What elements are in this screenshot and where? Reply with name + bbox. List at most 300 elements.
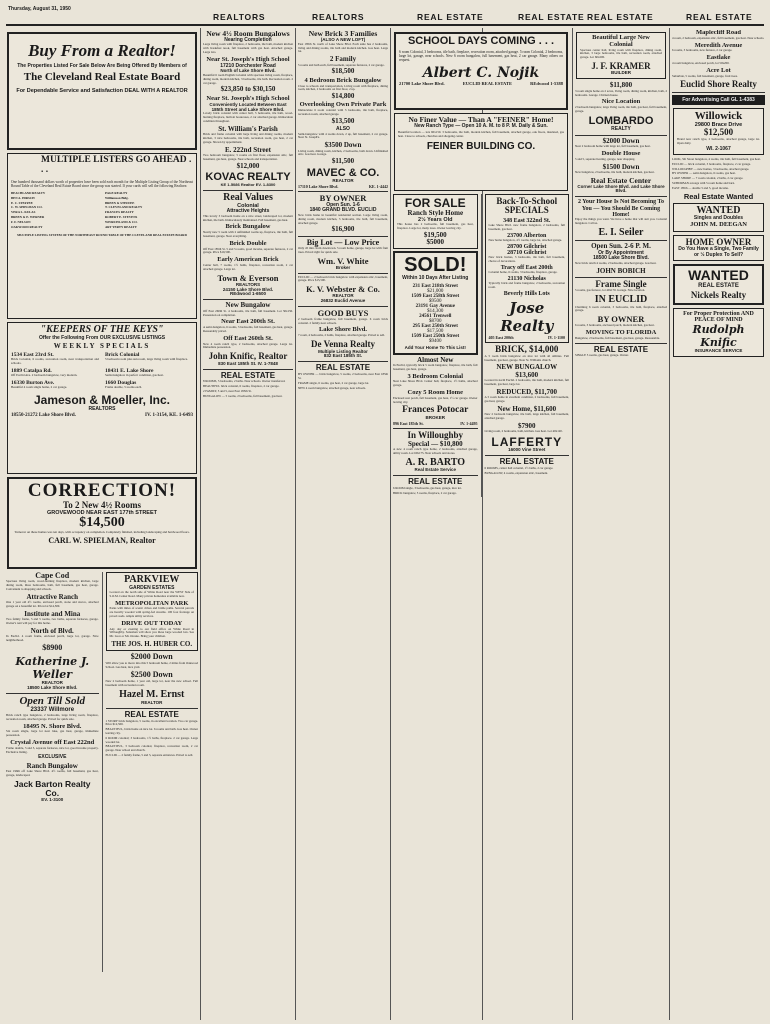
listing-title: 18431 E. Lake Shore [105,368,154,375]
home-owner-heading: HOME OWNER [685,236,752,247]
column-7 [672,30,765,1020]
col1-lower-left [6,572,99,972]
divider [393,475,478,476]
by-owner2-heading: BY OWNER [597,314,645,325]
column-header-4: REAL ESTATE [518,12,585,22]
listing-text: Frame double, 5 rooms each. [105,385,143,390]
nojik-role: EUCLID REAL ESTATE [462,80,512,86]
back-to-school-ad [485,194,570,343]
listing [11,368,99,378]
by-owner-heading: BY OWNER [319,193,367,204]
masthead [6,2,764,26]
lafferty-address: 16000 Vine Street [508,447,546,453]
realtor-name: WEIRCHLAND & CO. [105,220,138,225]
colonial-heading: Colonial [237,203,259,210]
de-venna-role: Multiple Listing Realtor [318,348,368,354]
divider [106,708,199,709]
nojik-phone: REdwood 1-5388 [530,80,563,86]
listing-text: Brick Colonial, 6 rooms, recreation room, near transportation and schools. [11,357,99,366]
classified-block: 8 ROOMS, 5 bedrooms, 2 baths. Near schools. Owner transferred. BEAUTIFUL brick colonial, 6 rooms, fireplace, 2 car garage. 2 FAMILY, 5 and 5, near East 185th St. BUNGALOW — 5 rooms, 2 bedrooms, full basement, gas heat. [203,379,286,398]
jose-phone: IV. 1-1100 [547,335,566,341]
new-brick-heading: New Brick 3 Families [308,30,378,38]
seiler-name: E. I. Seiler [598,226,644,238]
column-4-5 [393,30,569,1020]
column-rule [669,28,670,1020]
institute-heading: Institute and Mina [24,609,81,618]
for-sale-down: $5000 [426,237,444,246]
inner-column-rule [102,572,103,972]
divider [672,92,765,93]
mavec-phone: KE. 1-4442 [368,184,388,190]
town-everson-role: REALTORS [235,281,261,287]
willowick-price: $12,500 [703,127,734,138]
rec-name: Real Estate Center [590,175,652,185]
insurance-ad [673,308,764,358]
brick-bungalow-text: Nearly new 5 room with 2 unfinished rooms up, fireplace, tile bath, full basement, garage. Near everything. [203,230,293,239]
divider [485,455,570,456]
sold-price: $17,500 [427,328,444,334]
divider [298,361,388,362]
euclid-shore-name: Euclid Shore Realty [680,79,757,90]
almost-new-text: In Euclid, typically brick 5 room bungalow, fireplace, tile bath, full basement, gas heat, garage. [393,363,478,371]
real-estate-section: REAL ESTATE [315,363,371,373]
feiner-sub: New Ranch Type — Open 10 A. M. to 8 P. M. Daily & Sun. [414,122,548,129]
parkview-text: Located on the north side of White Road near the WEST Side of S.O.M. Center Road. Many private homesites available now. [109,590,195,598]
north-price: $8900 [42,642,63,652]
real-estate-section: REAL ESTATE [408,477,463,487]
acre-lot-text: Suburban, 5 rooms, full basement, garage, fruit trees. [672,73,738,78]
real-estate-section: REAL ESTATE [593,344,649,354]
col1-lower-right [106,572,199,972]
deegan-name: JOHN M. DEEGAN [690,220,747,228]
realtor-name: OAKWOOD REALTY [11,225,43,230]
off-east-text: New 4 room ranch type, 2 bedrooms, attached garage. Large lot. Immediate possession. [203,341,293,350]
willowick-ad [673,108,764,155]
mavec-contact [298,184,388,189]
proper-heading: For Proper Protection AND PEACE OF MIND [683,310,754,324]
fifteen-down-heading: $1500 Down [602,162,640,171]
potocar-name: Frances Potocar [402,405,469,416]
kramer-role: BUILDER [611,70,631,76]
buy-from-realtor-ad [7,32,197,150]
real-estate-section: REAL ESTATE [499,457,554,467]
sold-price: $9400 [429,338,442,344]
sold-title: SOLD! [404,254,467,277]
advertising-banner: For Advertising Call GL 1-4383 [672,95,765,105]
school-days-text: 6 room Colonial, 3 bedrooms, tile bath, fireplace, recreation room, attached garage. 5 room Colonial, 2 bedrooms, large lot, garage, near schools. New 6 room bungalow, full basement, gas heat, 2 car garage. Many others on request. [399,49,563,63]
maplecliff-heading: Maplecliff Road [696,30,741,36]
wanted-ad [673,203,764,232]
bedroom4-price: $14,800 [331,92,355,101]
sold-address: 23191 Gay Avenue [415,303,455,309]
column-rule [390,28,391,1020]
brick-double-text: Off East 185th St. 5 and 5 rooms, good income, separate furnaces, 2 car garage. Price $19,500. [203,246,293,255]
jose-contact [489,335,566,340]
beautiful-heading: Beautiful Large New Colonial [592,34,650,48]
feiner-ad [394,113,568,191]
town-everson-address: 24150 Lake Shore Blvd. [222,286,274,292]
eastlake-heading: Eastlake [706,54,731,62]
weller-role: REALTOR [41,679,63,685]
moving-text: Bungalow, 2 bedrooms, full basement, gas heat, garage. Reasonable. [575,335,660,340]
sold-price: $21,000 [427,288,444,294]
almost-new-heading: Almost New [417,355,454,364]
sold-address: 1509 East 250th Street [411,333,460,339]
down3500-text: Living room, dining room, kitchen, 2 bedrooms, bath down. Unfinished attic. Gas heat. Garage. [298,148,388,157]
column-header-2: REALTORS [312,12,365,22]
two-thousand-heading: $2000 Down [602,136,640,145]
near-st-joseph-address: 17210 Dorchester Road [220,62,276,69]
buy-subtitle: The Properties Listed For Sale Below Are Being Offered By Members of [17,62,187,69]
column-header-6: REAL ESTATE [686,12,753,22]
parkview-title: PARKVIEW [124,574,180,585]
brick-price: BRICK, $14,000 [495,344,559,355]
bedroom4-text: Close to schools and transportation. Living room with fireplace, dining room, kitchen, 2 bedrooms on first floor, 2 up. [298,83,388,92]
willowick-address: 29800 Brace Drive [694,122,743,129]
overlooking-heading: Overlooking Own Private Park [299,101,387,109]
potocar-phone: IV. 1-4495 [460,421,478,427]
listing-address: 21130 Nicholas [507,276,546,283]
jose-address: 405 East 200th [488,335,514,341]
listing-text: New brick homes, 3 bedrooms, tile bath, full basement, choice of decorations. [488,255,566,264]
new-brick-sub: (ALSO A NEW LOFT) [320,36,366,42]
buy-tagline: For Dependable Service and Satisfaction DEAL WITH A REALTOR [16,87,188,94]
good-buys-heading: GOOD BUYS [317,307,369,318]
column-header-3: REAL ESTATE [417,12,484,22]
maplecliff-text: 4 room, 2 bedroom, expansion attic, full basement, gas heat. Near schools. [672,35,765,40]
listing-text: New home bungalow, 4½ rooms, large lot, attached garage. [488,238,563,243]
open-sun-address: 18500 Lake Shore Blvd. [593,255,649,262]
column-2 [203,30,293,1020]
column-header-5: REAL ESTATE [587,12,654,22]
lombardo-role: REALTY [611,126,631,133]
column-1 [6,30,198,1020]
seven-nine-text: Living room, 2 bedrooms, bath, kitchen. Gas heat. Lot 40x120. [484,428,563,433]
multiple-title: MULTIPLE LISTERS GO AHEAD . . . [41,155,192,175]
webster-role: REALTOR [332,293,354,299]
multiple-realtor-list [11,192,193,230]
brick-text: A 5 room brick bungalow on nice lot with all utilities. Full basement, gas heat, garage. Near St. Williams church. [484,353,569,362]
listing-title: 1660 Douglas [105,380,137,387]
fifteen-down-text: New bungalow, 2 bedrooms, tile bath, modern kitchen, gas heat. [575,169,655,174]
column-4 [393,194,478,497]
realtor-name: BEACHLAND REALTY [11,190,46,195]
correction-ad [7,477,197,569]
cape-cod-heading: Cape Cod [35,571,70,580]
ranch-bungalow-text: East 196th off Lake Shore Blvd. 4½ rooms, full basement, gas heat, garage, landscaped. [6,769,99,778]
good-buys-text: 2 bedroom frame bungalow, full basement, garage. 6 room brick colonial. 2 family near schools. [298,316,388,325]
seven-nine-heading: $7900 [518,421,536,430]
listing-title: 1534 East 23rd St. [11,352,54,359]
cozy5-text: Enclosed rear porch, full basement, gas heat, 1½ car garage. Owner leaving city. [393,395,478,404]
st-william-heading: St. William's Parish [218,124,278,133]
divider [298,306,388,307]
overlooking-price: $13,500 [331,116,355,125]
listing [105,380,193,390]
nickels-name: Nickels Realty [690,290,747,301]
potocar-role: BROKER [425,415,446,421]
realtor-name: BEN A. HIRSCH [11,195,35,200]
two-family-price: $18,500 [331,67,355,76]
ernst-name: Hazel M. Ernst [119,689,185,701]
listing [11,352,99,366]
bedroom3-text: Near Lake Shore Blvd. Center hall, fireplace, 1½ baths, attached garage. [393,379,478,388]
twentyfive-text: New 2 bedroom home, 1 year old, large lot, near the new school. Full basement with recreation room. [105,678,198,687]
correction-text: Turnover on these homes was ten days, with occupancy on completion. Completely finished, including landscaping and hardwood floors. [14,530,190,535]
real-values-heading: Real Values [223,191,273,203]
attractive-ranch-heading: Attractive Ranch [26,592,79,601]
school-days-ad [394,32,568,110]
nice-location-heading: Nice Location [601,98,641,106]
near-st-joseph-text: Beautiful 6 room English Colonial with spacious living room, fireplace, dining room, modern kitchen, 3 bedrooms, tile bath. Recreation room. 2 car garage. [203,73,293,85]
lake-shore-text: 7 room, 4 bedrooms, 2 baths, fireplace, attached garage. Priced to sell. [298,333,386,338]
sold-price: $9500 [429,298,442,304]
school-days-title: SCHOOL DAYS COMING . . . [407,35,555,47]
cape-cod-text: Spacious living room, wood-burning fireplace, modern kitchen, large dining room, three bedrooms, bath, full basement, gas heat, garage. Convenient to shopping and schools. [6,579,99,591]
listing-text: 5 bedroom room plus sun room, large living room with fireplace. [105,357,188,362]
nojik-contact [399,81,563,86]
nice-location-text: 2 bedroom bungalow, large living room, tile bath, gas heat, full basement, garage. [575,105,667,113]
near-st-joseph2-heading: Near St. Joseph's High School [206,94,290,102]
beautiful-text: Spacious center hall, living room with fireplace, dining room, kitchen, 3 large bedrooms, tile bath, recreation room, attached garage. Lot 60x200. [580,47,662,60]
willoughby-price: Special — $10,800 [407,439,463,448]
realtor-name: PAGE REALTY [105,190,128,195]
column-6 [575,30,667,1020]
meredith-text: 6 rooms, 3 bedrooms, new furnace, 2 car garage. [672,48,733,53]
correction-realtor: CARL W. SPIELMAN, Realtor [48,536,156,546]
sold-price: $14,300 [427,308,444,314]
brick-bungalow-heading: Brick Bungalow [225,223,271,231]
e222-heading: E. 222nd Street [225,145,271,154]
divider [203,369,293,370]
near-east-heading: Near East 200th St. [221,318,275,326]
barto-name: A. R. BARTO [405,456,465,468]
north-heading: North of Blvd. [30,626,74,635]
two-thousand-heading: $2000 Down [130,652,173,662]
divider [6,693,99,694]
listing-title: 1889 Catalpa Rd. [11,368,52,375]
by-owner-address: 1840 GRAND BLVD. EUCLID [309,207,377,214]
two-family-text: 5 rooms and bath each, full basement, separate furnaces, 2 car garage. [298,62,385,67]
knific-phone: 830 East 185th St. IV. 1-7848 [218,360,278,366]
metropolitan-text: Parks with miles of scenic drives and bridle paths. Several parcels are heavily wooded with spring-fed streams. 100 foot frontage on paved roads. Ample utility services. [109,606,195,618]
listing-text: Beautiful 4 room single home, 2 car garage. [11,385,68,390]
classified-block: 6 ROOM single, 3 bedrooms, gas heat, garage, nice lot. BRICK bungalow, 5 rooms, fireplace, 2 car garage. [393,485,462,495]
feiner-footer: FEINER BUILDING CO. [426,140,536,152]
early-american-text: Center hall, 7 rooms, 1½ baths, fireplace, recreation room, 2 car attached garage. Large lot. [203,263,293,271]
sold-address: 231 East 218th Street [412,283,458,289]
realtor-name: ROBERT E. STEVENS [105,215,138,220]
shore-text: Six room single, large lot near lake, gas heat, garage, immediate possession. [6,729,99,738]
listing-text: Semi-bungalow in perfect condition, gas heat. [105,373,164,378]
near-east-text: A semi-bungalow, 6 rooms, 3 bedrooms, full basement, gas heat, garage. Reasonably priced. [203,325,293,333]
willowick-heading: Willowick [694,109,743,122]
realtor-name: FRANCES REALTY [105,210,134,215]
bedroom4-heading: 4 Bedroom Brick Bungalow [304,76,382,84]
correction-address: GROVEWOOD NEAR EAST 177th STREET [46,510,157,517]
lake-shore-heading: Lake Shore Blvd. [318,326,368,334]
keepers-title: "KEEPERS OF THE KEYS" [40,324,164,335]
knific-role: INSURANCE SERVICE [694,348,743,354]
wanted-heading: WANTED [696,204,741,216]
sold-address: 1509 East 258th Street [411,293,460,299]
barton-name: Jack Barton Realty Co. [13,778,91,798]
institute-text: Two family frame, 5 and 5 rooms, two baths, separate furnaces, garage. Owner's rent will pay for this home. [6,617,99,625]
moving-heading: MOVING TO FLORIDA [585,328,657,336]
by-owner-sub: Open Sun. 1-6 [326,201,360,208]
weekly-specials: WEEKLY SPECIALS [53,342,151,350]
nice-price: $11,800 [609,81,633,90]
new-bungalow-price: $13,600 [515,370,539,379]
north-text: In Euclid. 4 room frame, enclosed porch, large lot, garage. Nice neighborhood. [6,634,99,642]
divider [575,196,667,197]
attractive-ranch-text: One 1 year old 4½ rooms, enclosed porch, stone and stucco, attached garage on a beautiful lot. Priced at $14,500. [6,600,99,608]
open-sun-heading: Open Sun. 2-6 P. M. [591,242,651,251]
feiner-text: Beautiful location — lots 60x150. 3 bedrooms, tile bath, modern kitchen, full basement, attached garage, oak floors, insulated, gas heat. Close to schools, churches and shopping center. [398,130,564,139]
col1-lower [6,572,198,972]
listing-address: 28700 Gilchrist [507,243,547,250]
jm-role: REALTORS [88,405,116,412]
issue-date: Thursday, August 31, 1950 [8,6,71,12]
listing-address: 348 East 322nd St. [503,217,551,224]
by-owner-price: $16,900 [331,225,355,234]
near-st-joseph-sub: North of Lake Shore Blvd. [220,68,276,74]
listing-title: Brick Colonial [105,352,140,359]
meredith-heading: Meredith Avenue [694,41,743,49]
weller-name: Katherine J. Weller [15,654,90,681]
back-to-school-title: Back-To-School SPECIALS [496,196,558,216]
realtor-name: Williamson Bldg. [105,195,129,200]
column-rule [200,28,201,1020]
white-name: Wm. V. White [317,255,369,266]
willowick-phone: WI. 2-1067 [706,145,731,152]
wanted2-ad [673,264,764,305]
realtor-name: VERA L. KULAS [11,210,36,215]
crystal-heading: Crystal Avenue off East 222nd [10,739,95,746]
two-thousand-text: Will allow you to move into this 5 bedroom home, 2 miles from Oakwood School. Gas heat, nice yard. [105,660,198,669]
realtor-name: T. CLEVELAND REALTY [105,205,143,210]
listing-text: Typically brick and frame bungalow, 2 bedrooms, recreation room. [488,281,566,290]
wanted2-sub: REAL ESTATE [698,282,739,289]
buy-title: Buy From a Realtor! [28,41,176,60]
de-venna-name: De Venna Realty [310,339,375,350]
home-owner-ad [673,235,764,261]
real-values-text: This lovely 3 bedroom home on a nice street, landscaped lot, modern kitchen, tile bath. Immaculately maintained. Full basement, gas heat. [203,213,293,222]
realtor-name: C. W. SPIELMAN CO. [11,205,43,210]
open-till-sold-text: Brick ranch type bungalow, 2 bedrooms, large living room, fireplace, recreation room, attached garage. Priced for quick sale. [6,713,99,721]
new-brick-text: East 185th St. north of Lake Shore Blvd. Each suite has 2 bedrooms, living and dining rooms, tile bath and modern kitchen. Gas heat. Large lot. [298,41,388,54]
home-owner-sub: Do You Have a Single, Two Family or ½ Duplex To Sell? [678,246,759,258]
de-venna-address: 832 East 185th St. [323,353,363,359]
ranch-bungalow-heading: Ranch Bungalow [26,761,78,770]
nice-text: 3 room single home on 2 acres, living room, dining room, kitchen, bath, 2 bedrooms. Garage. Chicken house. [575,88,667,97]
double-house-heading: Double House [601,149,641,157]
open-till-sold-address: 23337 Willmore [30,707,75,714]
mavec-address: 17110 Lake Shore Blvd. [298,184,339,190]
big-lot-heading: Big Lot — Low Price [306,237,380,247]
sold-sub: Within 10 Days After Listing [402,275,469,282]
for-sale-text: This house has 2 bedrooms, full basement, gas heat, fireplace. Large lot, many trees. Owner leaving city. [397,221,474,230]
jm-contact [11,413,193,418]
divider [575,135,667,136]
sold-price: $8700 [429,318,442,324]
in-euclid-text: Charming 6 room colonial, 3 bedrooms, tile bath, fireplace, attached garage. [575,304,667,313]
keepers-listings [11,352,193,390]
reduced-text: A 5 room home in excellent condition, 2 bedrooms, full basement, gas heat, garage. [484,394,569,403]
sold-address: 295 East 250th Street [412,323,458,329]
correction-title: CORRECTION! [27,480,177,501]
new-bungalow-text: Located in north Euclid. 2 bedrooms, tile bath, modern kitchen, full basement, gas heat, large lot. [484,378,569,386]
double-house-text: 5 and 5, separate heating, garage, near shopping. [575,156,636,161]
listing [105,352,193,366]
divider [298,191,388,192]
nojik-signature: Albert C. Nojik [422,64,540,81]
near-st-joseph2-sub: Conveniently Located Between East 185th Street and Lake Shore Blvd. [209,101,287,112]
acre-lot-heading: Acre Lot [706,66,731,74]
nojik-address: 21700 Lake Shore Blvd. [399,80,445,86]
divider [203,299,293,300]
real-estate-section: REAL ESTATE [220,370,276,380]
new-bungalows-sub: Nearing Completion [224,36,272,43]
column-rule [295,28,296,1020]
knific-name: John Knific, Realtor [208,351,288,362]
classified-block: 6 ROOMS, center hall colonial, 1½ baths, 2 car garage. BUNGALOW, 4 rooms, expansion attic, basement. [484,465,554,475]
listing [11,380,99,390]
column-rule [572,28,573,1020]
mavec-price: $11,500 [331,157,355,166]
metropolitan-heading: METROPOLITAN PARK [115,599,189,607]
willoughby-text: A new 4 room ranch type home, 2 bedrooms, attached garage, utility room. Lot 60x175. Near schools and stores. [393,447,478,455]
frame-single-heading: Frame Single [595,278,647,289]
bobich-name: JOHN BOBICH [596,266,646,275]
realtor-name: F. F. NELSON [11,220,31,225]
sold-list [398,284,473,344]
parkview-ad [106,572,199,651]
webster-address: 26832 Euclid Avenue [320,298,366,303]
classified-block: 1 STORY brick bungalow, 5 rooms, in excellent location. Two car garage. Price $12,500. BEAUTIFUL, brick home on nice lot. 6 rooms and bath. Gas heat. Owner leaving city. 6 ROOM colonial; 3 bedrooms, 1½ baths, fireplace. 2 car garage. Large wooded lot. BEAUTIFUL, 3 bedroom colonial, fireplace, recreation room, 2 car garage. Near school and church. EUCLID — 2 family frame, 5 and 5, separate entrances. Priced to sell. [105,718,198,757]
keepers-of-keys-ad [7,322,197,474]
exclusive-label: EXCLUSIVE [38,754,67,761]
rec-sub: Corner Lake Shore Blvd. and Lake Shore Blvd. [577,183,665,194]
willoughby-heading: In Willoughby [407,430,463,441]
sold-ad [393,251,478,354]
realtor-name: ART YERTY REALTY [105,225,137,230]
correction-subtitle: To 2 New 4½ Rooms [63,499,141,510]
also-text: Semi-bungalow with 4 rooms down, 2 up, full basement, 2 car garage. Near St. Joseph's. [298,131,388,140]
frame-single-text: 5 rooms, gas furnace, lot 40x170. Garage. Nice location. [575,288,646,293]
new-bungalows-text: Large living room with fireplace, 2 bedrooms, tile bath, modern kitchen with breakfast nook, full basement with gas heat. Attached garage. Large lots. [203,42,293,54]
divider [575,343,667,344]
keepers-subtitle: Offer the Following From OUR EXCLUSIVE LISTINGS [38,334,166,341]
overlooking-text: Immaculate 6 room colonial with 3 bedrooms, tile bath, fireplace, recreation room, attached garage. [298,108,388,117]
e222-price: $12,000 [236,161,260,170]
for-sale-title: FOR SALE [404,196,466,210]
multiple-body: One hundred thousand dollars worth of properties have been sold each month for the Multiple Listing Group of the Northeast Round Table of the Cleveland Real Estate Board since the group was started. If your cards will sell the following Realtors: [11,179,193,189]
real-estate-wanted-heading: Real Estate Wanted [683,191,754,201]
barto-role: Real Estate Service [414,467,457,473]
open-sun-sub: Or By Appointment [598,249,644,256]
wanted-sub: Singles and Doubles [693,215,744,222]
column-3 [298,30,388,1020]
divider [298,236,388,237]
sold-cta: Add Your Home To This List! [404,344,466,350]
huber-name: THE JOS. H. HUBER CO. [111,640,193,648]
realtor-name: BREEN & E. WERNER [11,215,45,220]
mavec-name: MAVEC & CO. [306,166,380,179]
town-everson-phone: REdwood 1-6500 [229,291,266,297]
new-bungalow-heading: New Bungalow [225,301,271,310]
divider [575,277,667,278]
